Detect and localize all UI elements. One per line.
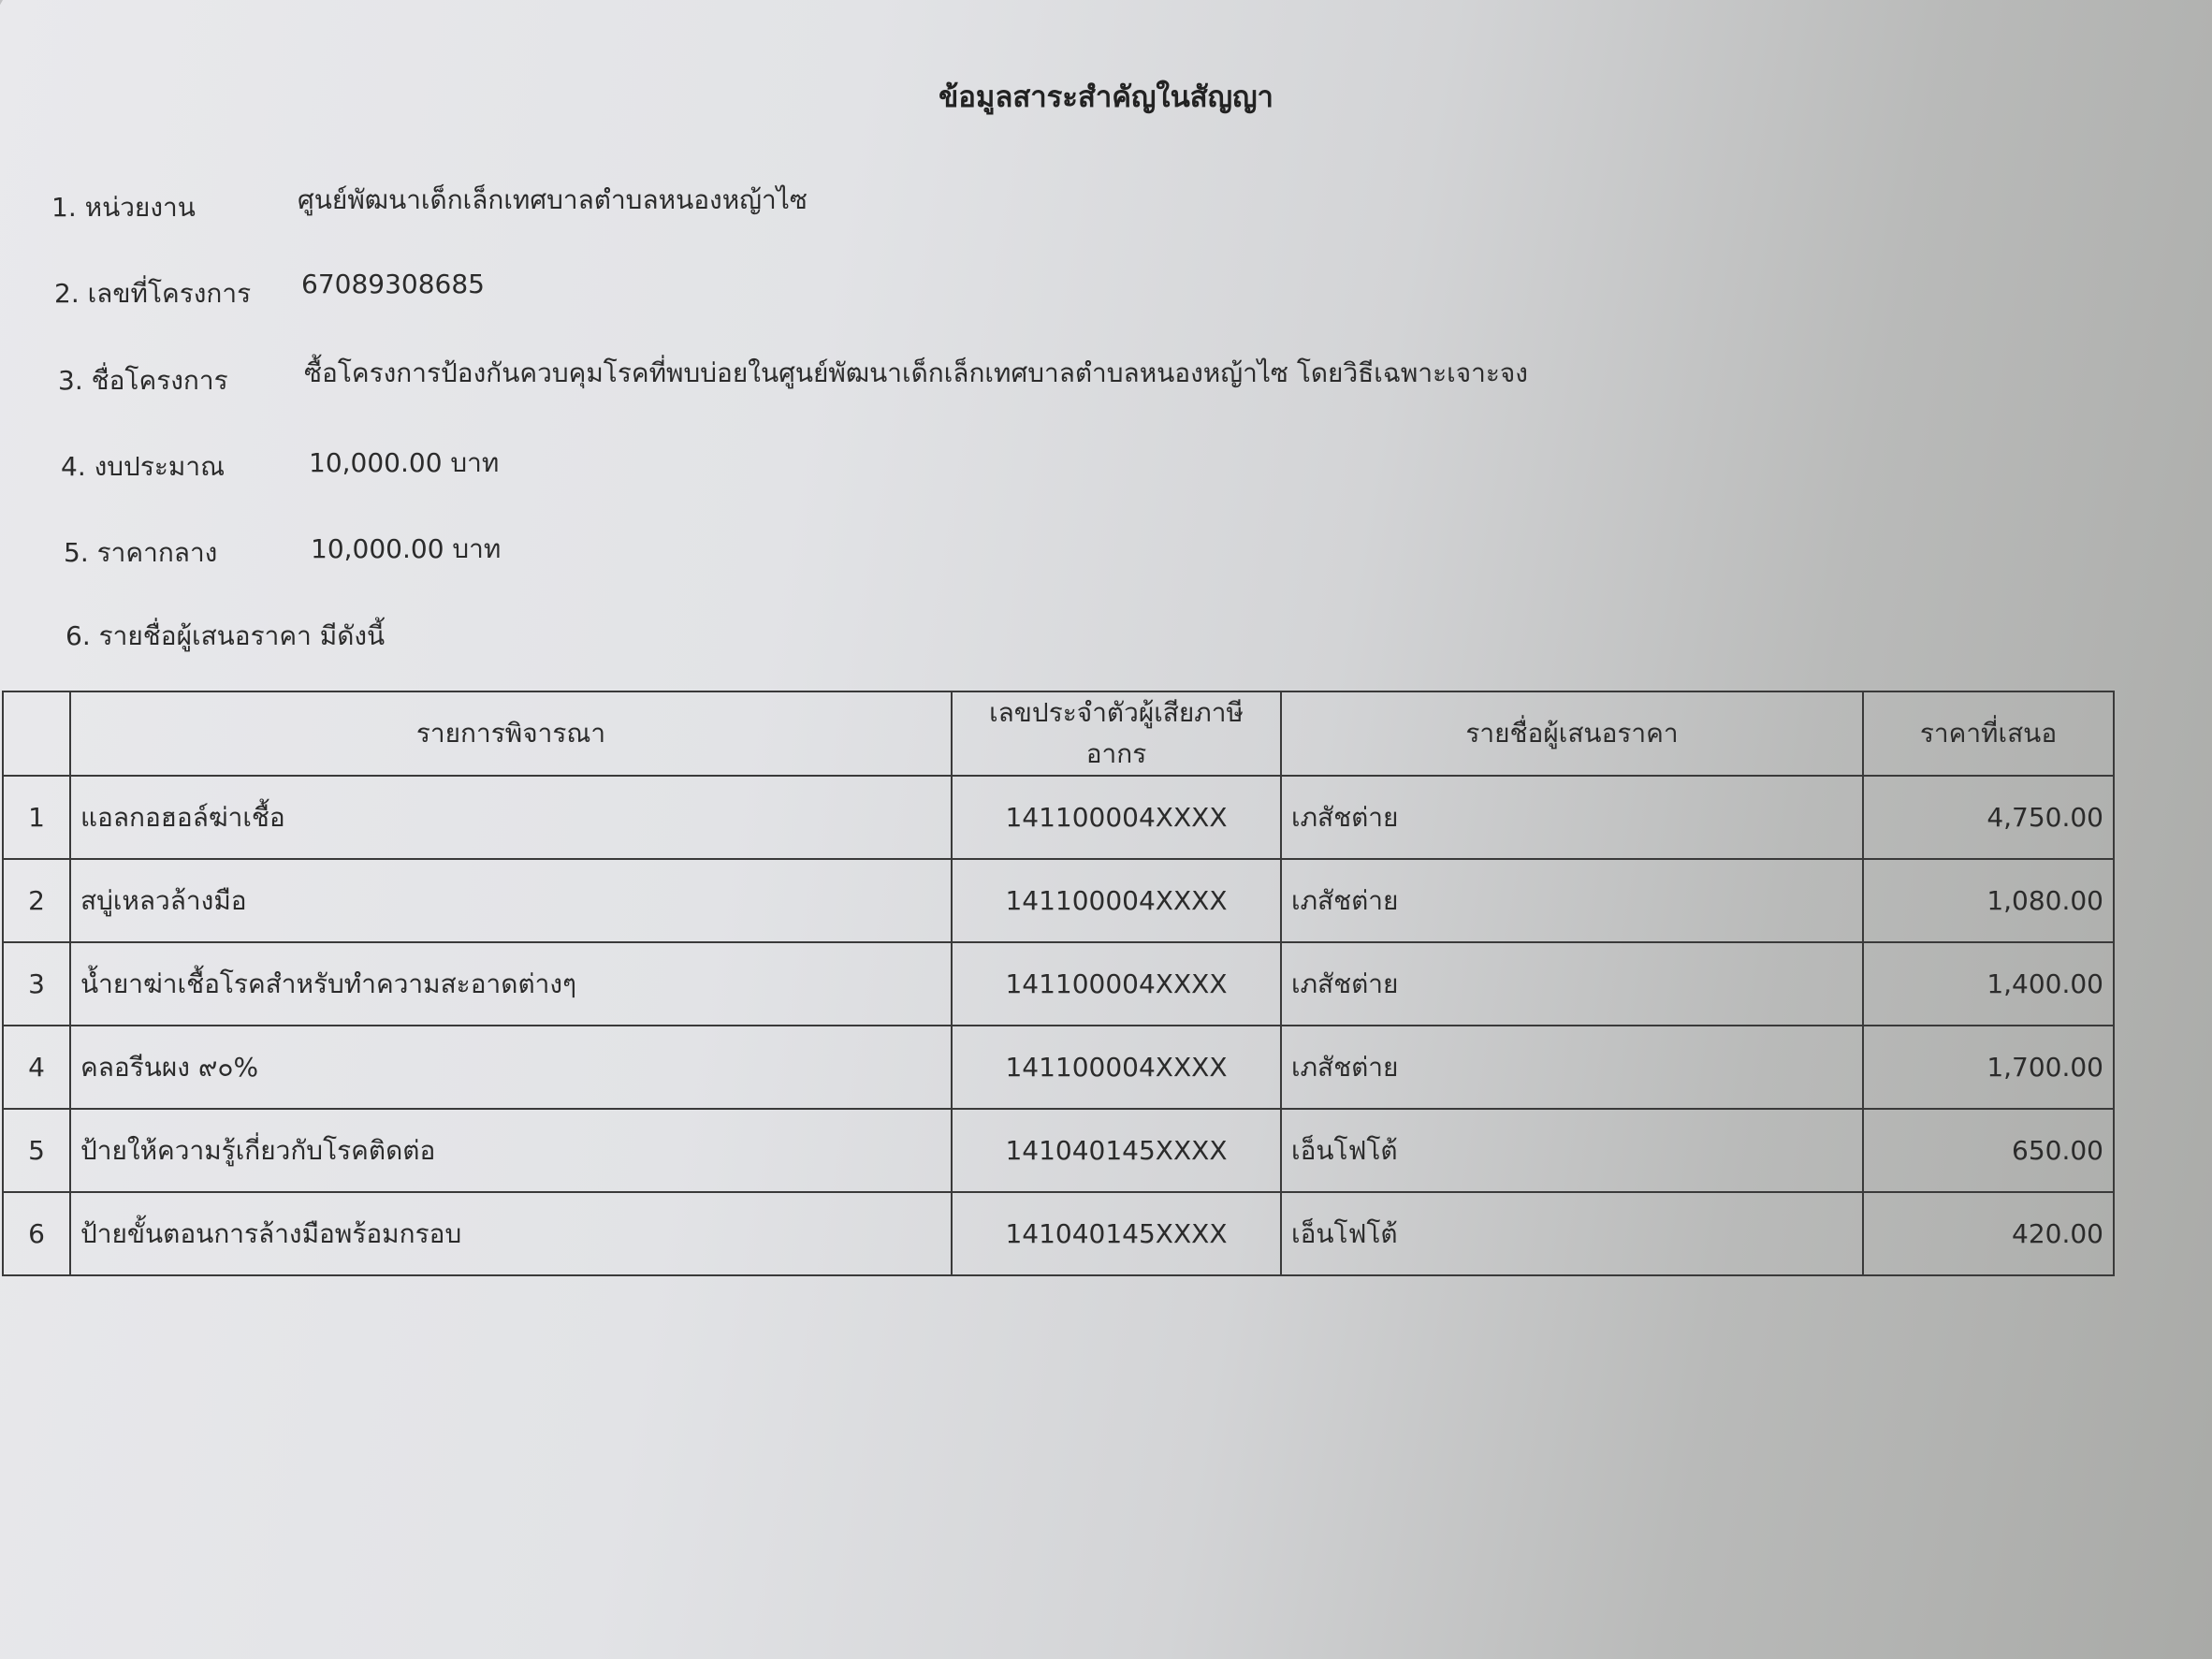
paper-corner-fold [0,0,40,56]
field-value-project-name: ซื้อโครงการป้องกันควบคุมโรคที่พบบ่อยในศูนย์พัฒนาเด็กเล็กเทศบาลตำบลหนองหญ้าไซ โดยวิธีเฉพาะเจาะจง [304,357,1528,388]
row-tax-id: 141100004XXXX [952,776,1281,859]
bidders-table [2,691,2115,1276]
field-value-median-price: 10,000.00 บาท [311,533,502,564]
row-tax-id: 141100004XXXX [952,1026,1281,1109]
row-bidder: เภสัชต่าย [1281,942,1863,1026]
row-no: 4 [3,1026,70,1109]
header-item: รายการพิจารณา [70,691,952,776]
row-no: 6 [3,1192,70,1275]
row-item: แอลกอฮอล์ฆ่าเชื้อ [70,776,952,859]
field-label-median-price: 5. ราคากลาง [64,537,218,568]
row-item: สบู่เหลวล้างมือ [70,859,952,942]
row-price: 650.00 [1863,1109,2114,1192]
field-label-project-name: 3. ชื่อโครงการ [58,365,228,396]
row-tax-id: 141040145XXXX [952,1109,1281,1192]
table-row [3,776,2114,859]
row-bidder: เภสัชต่าย [1281,859,1863,942]
row-item: ป้ายให้ความรู้เกี่ยวกับโรคติดต่อ [70,1109,952,1192]
row-price: 420.00 [1863,1192,2114,1275]
row-price: 1,080.00 [1863,859,2114,942]
table-row [3,859,2114,942]
table-row [3,1109,2114,1192]
row-bidder: เอ็นโฟโต้ [1281,1109,1863,1192]
row-bidder: เภสัชต่าย [1281,1026,1863,1109]
row-item: น้ำยาฆ่าเชื้อโรคสำหรับทำความสะอาดต่างๆ [70,942,952,1026]
field-label-project-number: 2. เลขที่โครงการ [54,278,252,309]
field-value-agency: ศูนย์พัฒนาเด็กเล็กเทศบาลตำบลหนองหญ้าไซ [298,184,808,215]
table-row [3,1026,2114,1109]
document-title: ข้อมูลสาระสำคัญในสัญญา [939,80,1273,114]
row-price: 1,700.00 [1863,1026,2114,1109]
field-label-bidder-list: 6. รายชื่อผู้เสนอราคา มีดังนี้ [65,620,386,651]
header-tax-id: เลขประจำตัวผู้เสียภาษีอากร [952,691,1281,776]
row-bidder: เอ็นโฟโต้ [1281,1192,1863,1275]
field-label-agency: 1. หน่วยงาน [51,192,196,223]
row-item: ป้ายขั้นตอนการล้างมือพร้อมกรอบ [70,1192,952,1275]
table-row [3,942,2114,1026]
header-price: ราคาที่เสนอ [1863,691,2114,776]
row-tax-id: 141040145XXXX [952,1192,1281,1275]
row-item: คลอรีนผง ๙๐% [70,1026,952,1109]
row-price: 4,750.00 [1863,776,2114,859]
row-bidder: เภสัชต่าย [1281,776,1863,859]
table-header-row [3,691,2114,776]
row-no: 2 [3,859,70,942]
row-no: 5 [3,1109,70,1192]
field-value-project-number: 67089308685 [301,269,485,299]
header-bidder: รายชื่อผู้เสนอราคา [1281,691,1863,776]
field-label-budget: 4. งบประมาณ [61,451,226,482]
header-no [3,691,70,776]
row-tax-id: 141100004XXXX [952,859,1281,942]
row-no: 3 [3,942,70,1026]
row-price: 1,400.00 [1863,942,2114,1026]
row-tax-id: 141100004XXXX [952,942,1281,1026]
field-value-budget: 10,000.00 บาท [309,447,500,478]
row-no: 1 [3,776,70,859]
table-row [3,1192,2114,1275]
